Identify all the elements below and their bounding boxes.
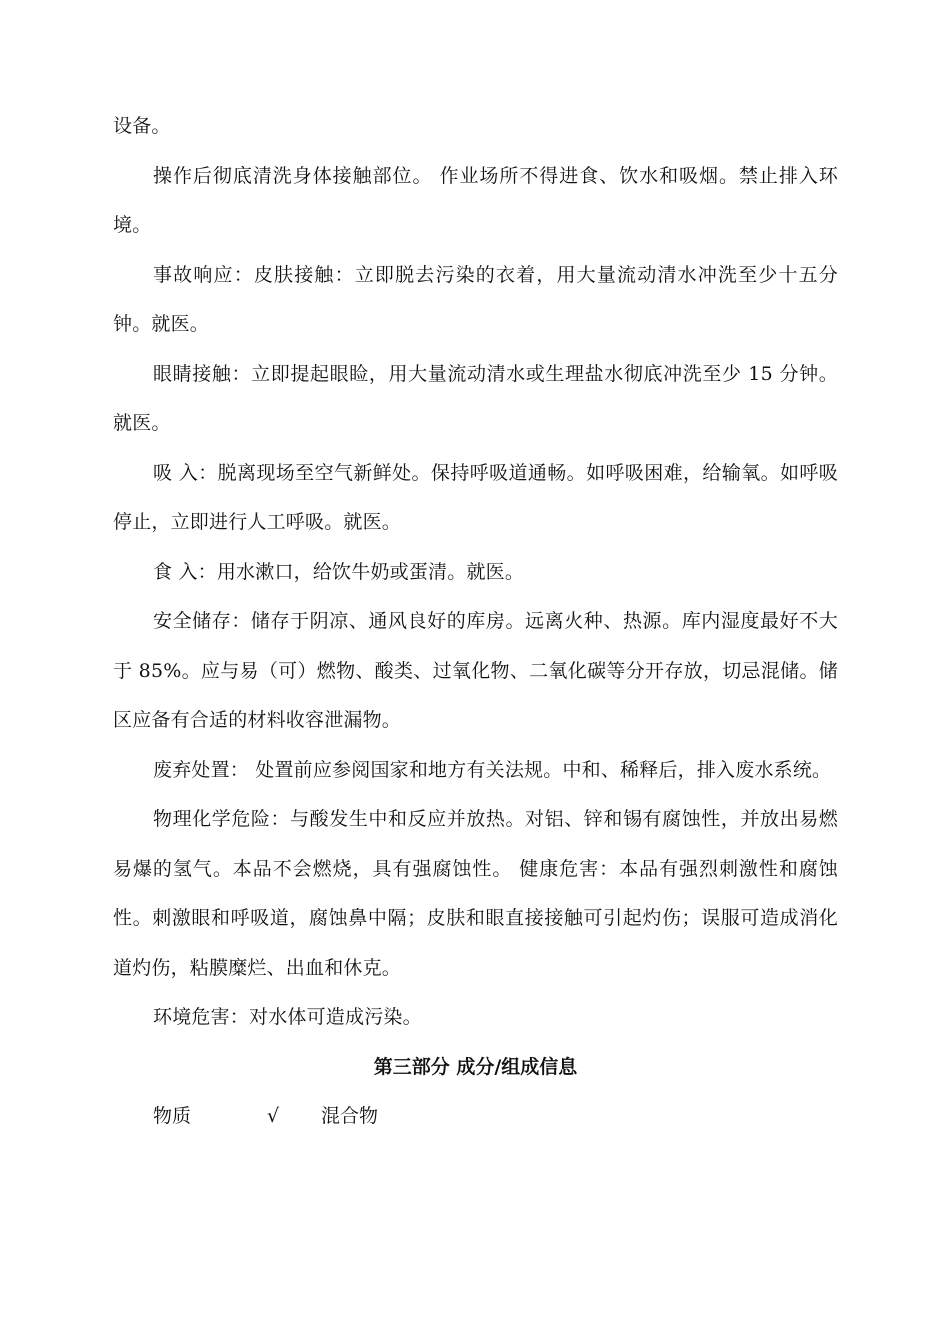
mixture-label: 混合物: [321, 1105, 379, 1127]
paragraph-safe-storage: 安全储存：储存于阴凉、通风良好的库房。远离火种、热源。库内湿度最好不大于 85%。应与易（可）燃物、酸类、过氧化物、二氧化碳等分开存放，切忌混储。储区应备有合适的材料收容泄漏物。: [113, 610, 838, 731]
paragraph-ingestion: 食 入：用水漱口，给饮牛奶或蛋清。就医。: [153, 560, 525, 583]
paragraph-equipment: 设备。: [113, 115, 171, 137]
paragraph-disposal: 废弃处置： 处置前应参阅国家和地方有关法规。中和、稀释后，排入废水系统。: [153, 758, 832, 781]
paragraph-environmental-hazard: 环境危害：对水体可造成污染。: [153, 1006, 422, 1028]
paragraph-after-operation: 操作后彻底清洗身体接触部位。 作业场所不得进食、饮水和吸烟。禁止排入环境。: [113, 164, 838, 236]
substance-checkmark: √: [267, 1105, 280, 1127]
paragraph-inhalation: 吸 入：脱离现场至空气新鲜处。保持呼吸道通畅。如呼吸困难，给输氧。如呼吸停止，立即进行人工呼吸。就医。: [113, 461, 838, 533]
substance-label: 物质: [153, 1105, 192, 1127]
paragraph-emergency-response: 事故响应：皮肤接触：立即脱去污染的衣着，用大量流动清水冲洗至少十五分钟。就医。: [113, 263, 838, 335]
substance-type-row: [113, 1092, 838, 1142]
section-title: 第三部分 成分/组成信息: [373, 1055, 578, 1078]
paragraph-physical-chemical-hazard: 物理化学危险：与酸发生中和反应并放热。对铝、锌和锡有腐蚀性，并放出易燃易爆的氢气。本品不会燃烧，具有强腐蚀性。 健康危害：本品有强烈刺激性和腐蚀性。刺激眼和呼吸道，腐蚀鼻中隔；皮肤和眼直接接触可引起灼伤；误服可造成消化道灼伤，粘膜糜烂、出血和休克。: [113, 808, 838, 979]
document-body: [113, 102, 838, 1142]
paragraph-eye-contact: 眼睛接触：立即提起眼睑，用大量流动清水或生理盐水彻底冲洗至少 15 分钟。就医。: [113, 362, 838, 434]
